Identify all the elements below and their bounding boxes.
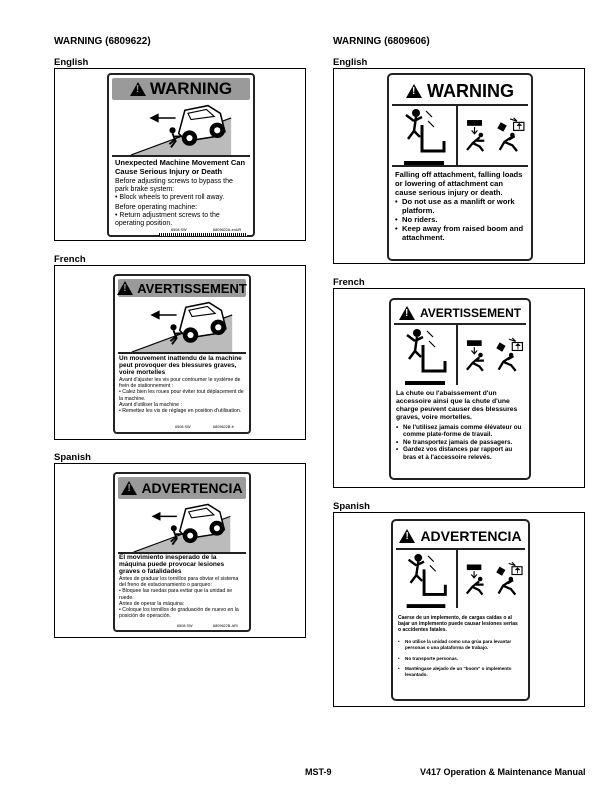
signal-header <box>118 279 246 297</box>
right-heading: WARNING (6809606) <box>333 36 430 47</box>
decal-part-number: 6809622B-ARI <box>213 624 238 628</box>
decal-frame-6809622-spanish <box>54 463 306 638</box>
machine-roll-away-icon <box>118 298 246 352</box>
decal-text <box>119 355 245 414</box>
lang-label-french-left: French <box>54 254 86 265</box>
instruction-line: Antes de graduar los tornillos para obviar el sistema del freno de estacionamiento o parqueo: <box>119 576 239 589</box>
bullet: • Gardez vos distances par rapport au bras et à l'accessoire relevés. <box>396 446 525 461</box>
falling-person-icon <box>392 105 456 165</box>
decal-6809606-french <box>389 298 531 480</box>
fall-hazard-pane <box>392 105 458 165</box>
machine-roll-away-icon <box>118 500 246 552</box>
decal-text <box>398 615 520 678</box>
warning-triangle-icon <box>399 529 415 543</box>
page-number: MST-9 <box>305 767 332 777</box>
bullet: • Do not use as a manlift or work platform. <box>395 197 525 215</box>
rollaway-pictogram <box>112 101 250 157</box>
instruction-line: Antes de operar la máquina: <box>119 600 185 607</box>
hazard-statement: Falling off attachment, falling loads or lowering of attachment can cause serious injury or death. <box>395 170 523 197</box>
decal-part-number: 6809622A-enUR <box>213 228 242 232</box>
hazard-statement: Un mouvement inattendu de la machine peut provoquer des blessures graves, voire mortelles <box>119 355 242 376</box>
crush-hazard-pane <box>459 550 526 608</box>
signal-word: ADVERTENCIA <box>420 528 522 544</box>
warning-triangle-icon <box>121 481 137 495</box>
signal-word: WARNING <box>427 80 514 101</box>
warning-triangle-icon <box>117 281 133 295</box>
instruction-line: Before operating machine: <box>115 204 198 211</box>
decal-part-number: 6809622B-fr <box>213 425 234 429</box>
bullet: • Coloque los tornillos de graduación de nuevo en la posición de operación. <box>119 607 239 620</box>
decal-frame-6809606-spanish <box>333 512 585 707</box>
decal-6809622-english <box>107 73 255 237</box>
fall-hazard-pane <box>396 550 458 608</box>
decal-frame-6809622-english <box>54 68 306 241</box>
decal-frame-6809622-french <box>54 265 306 440</box>
bullet: • Manténgase alejado de un "boom" o implemento levantado. <box>398 666 520 678</box>
signal-header <box>118 477 246 499</box>
crushed-person-icon <box>459 550 493 608</box>
lang-label-french-right: French <box>333 277 365 288</box>
bullet: • No utilice la unidad como una grúa para levantar personas o una plataforma de trabajo. <box>398 639 520 651</box>
bullet: • No riders. <box>395 215 525 224</box>
bullet: • Bloquee las ruedas para evitar que la unidad se ruede. <box>119 588 233 601</box>
bullet: • Ne transportez jamais de passagers. <box>396 439 525 446</box>
hazard-statement: Caerse de un implemento, de cargas caídas o al bajar un implemento puede causar lesiones serias o accidentes fatales. <box>398 615 518 633</box>
bullet: • Calez bien les roues pour éviter tout déplacement de la machine. <box>119 389 244 402</box>
lang-label-english-left: English <box>54 57 89 68</box>
falling-load-icon <box>493 325 527 385</box>
rollaway-pictogram <box>118 500 246 554</box>
bullet: • Block wheels to prevent roll away. <box>115 194 225 201</box>
decal-code-left: 6508 SW <box>171 228 187 232</box>
signal-word: ADVERTENCIA <box>141 480 243 496</box>
signal-word: WARNING <box>149 79 233 98</box>
bullet: • Remettez les vis de réglage en position d'utilisation. <box>119 408 242 415</box>
warning-triangle-icon <box>399 306 415 320</box>
hazard-statement: La chute ou l'abaissement d'un accessoire ainsi que la chute d'une charge peuvent causer des blessures graves, voire mortelles. <box>396 390 518 421</box>
left-heading: WARNING (6809622) <box>54 36 151 47</box>
decal-text <box>119 554 245 619</box>
falling-person-icon <box>396 550 456 608</box>
signal-word: AVERTISSEMENT <box>137 280 247 296</box>
bullet: • No transporte personas. <box>398 656 520 662</box>
bullet: • Return adjustment screws to the operating position. <box>115 212 220 227</box>
bullet: • Keep away from raised boom and attachment. <box>395 224 525 242</box>
signal-header <box>396 524 525 550</box>
decal-frame-6809606-french <box>333 288 585 488</box>
signal-header <box>394 303 526 325</box>
bullet: • Ne l'utilisez jamais comme élévateur ou comme plate-forme de travail. <box>396 424 525 439</box>
decal-text <box>396 390 525 461</box>
lang-label-spanish-left: Spanish <box>54 452 91 463</box>
fall-hazard-pane <box>394 325 458 385</box>
crush-hazard-pane <box>459 105 528 165</box>
warning-triangle-icon <box>130 82 146 96</box>
lang-label-spanish-right: Spanish <box>333 501 370 512</box>
hazard-statement: El movimiento inesperado de la máquina puede provocar lesiones graves o fatalidades <box>119 554 225 575</box>
crushed-person-icon <box>459 105 494 165</box>
signal-header <box>392 78 528 106</box>
decal-6809622-spanish <box>113 472 251 632</box>
decal-text <box>395 170 525 242</box>
instruction-line: Avant d'ajuster les vis pour contourner le système de frein de stationnement : <box>119 377 241 390</box>
instruction-line: Before adjusting screws to bypass the park brake system: <box>115 178 233 193</box>
falling-person-icon <box>394 325 456 385</box>
crush-hazard-pane <box>459 325 527 385</box>
decal-code-left: 6508 SW <box>177 624 193 628</box>
instruction-line: Avant d'utiliser la machine : <box>119 401 182 408</box>
signal-header <box>112 78 250 100</box>
machine-roll-away-icon <box>112 101 250 155</box>
crushed-person-icon <box>459 325 493 385</box>
falling-load-icon <box>494 105 529 165</box>
hazard-statement: Unexpected Machine Movement Can Cause Serious Injury or Death <box>115 158 246 176</box>
barcode <box>159 233 247 236</box>
warning-triangle-icon <box>406 84 422 98</box>
rollaway-pictogram <box>118 298 246 354</box>
decal-text <box>115 159 247 228</box>
falling-load-icon <box>493 550 527 608</box>
lang-label-english-right: English <box>333 57 368 68</box>
decal-6809622-french <box>113 274 251 434</box>
signal-word: AVERTISSEMENT <box>419 306 522 320</box>
decal-frame-6809606-english <box>333 68 585 264</box>
manual-title: V417 Operation & Maintenance Manual <box>420 767 586 777</box>
decal-6809606-spanish <box>391 519 530 701</box>
decal-6809606-english <box>387 73 533 261</box>
decal-code-left: 6508 SW <box>175 425 191 429</box>
